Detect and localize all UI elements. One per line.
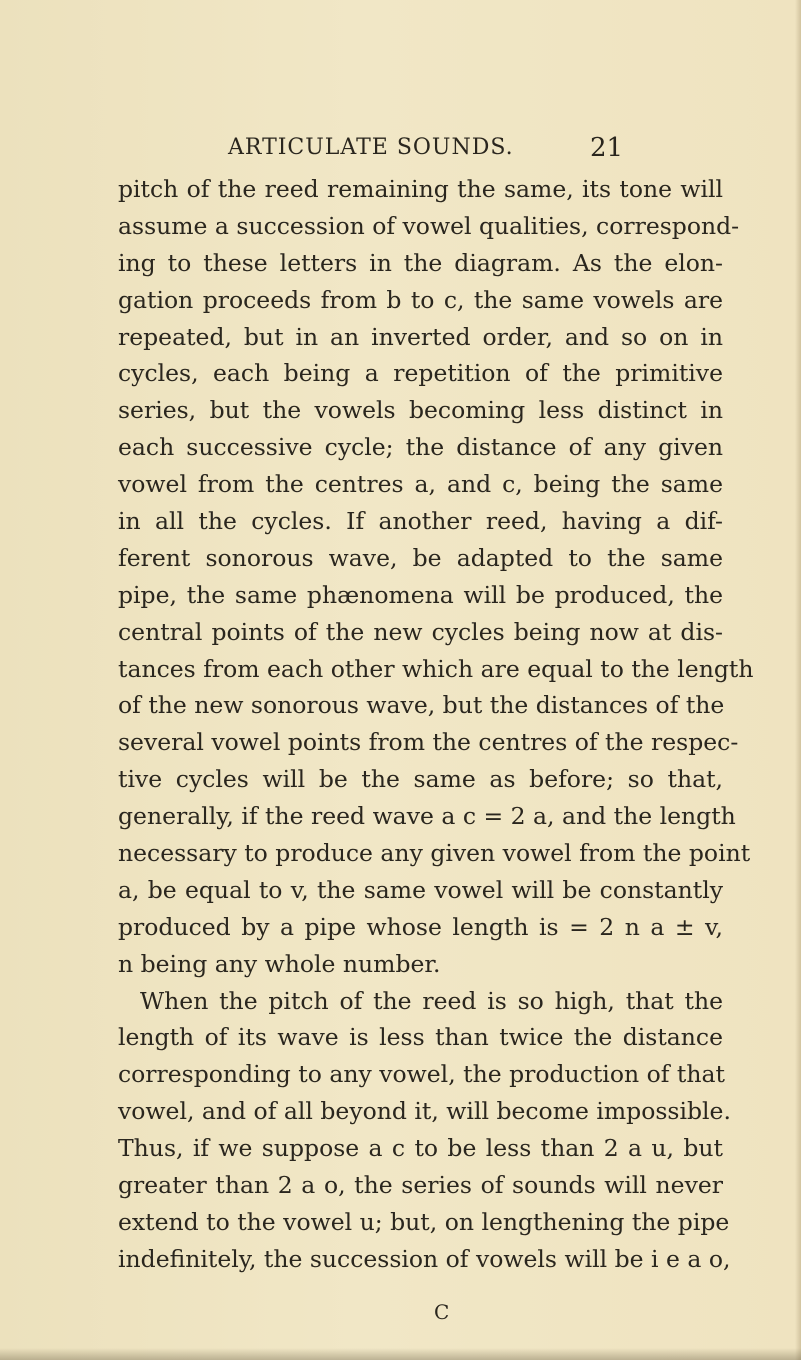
text-line: length of its wave is less than twice the distance — [118, 1023, 723, 1052]
text-line: pipe, the same phænomena will be produced, the — [118, 580, 723, 609]
text-line: greater than 2 a o, the series of sounds will never — [118, 1171, 723, 1200]
text-line: pitch of the reed remaining the same, its tone will — [118, 175, 723, 203]
text-line: of the new sonorous wave, but the distances of the — [118, 691, 725, 720]
text-line: several vowel points from the centres of the respec- — [118, 728, 739, 757]
text-line: extend to the vowel u; but, on lengthening the pipe — [118, 1207, 730, 1236]
text-line: generally, if the reed wave a c = 2 a, and the length — [118, 802, 736, 831]
text-line: assume a succession of vowel qualities, correspond- — [118, 211, 740, 240]
body-text — [118, 171, 754, 1278]
text-line: vowel from the centres a, and c, being the same — [118, 470, 723, 499]
text-line: ferent sonorous wave, be adapted to the same — [118, 543, 723, 572]
text-line: tive cycles will be the same as before; so that, — [118, 765, 723, 794]
text-line: in all the cycles. If another reed, having a dif- — [118, 507, 723, 536]
text-line: necessary to produce any given vowel from the point — [118, 839, 751, 868]
text-line: cycles, each being a repetition of the primitive — [118, 359, 723, 388]
text-line: a, be equal to v, the same vowel will be constantly — [118, 875, 723, 904]
text-line: produced by a pipe whose length is = 2 n a ± v, — [118, 912, 723, 941]
text-line: tances from each other which are equal to the length — [118, 654, 754, 683]
page-bottom-shadow — [0, 1348, 801, 1360]
text-line: repeated, but in an inverted order, and so on in — [118, 322, 723, 351]
running-head-title: ARTICULATE SOUNDS. — [228, 135, 514, 160]
page-number: 21 — [590, 133, 624, 163]
running-head — [0, 132, 801, 164]
text-line-paragraph-start: When the pitch of the reed is so high, that the — [140, 986, 723, 1015]
text-line: gation proceeds from b to c, the same vowels are — [118, 285, 723, 314]
text-line: series, but the vowels becoming less distinct in — [118, 396, 723, 425]
text-line: vowel, and of all beyond it, will become impossible. — [118, 1097, 731, 1126]
signature-mark: C — [434, 1300, 450, 1324]
text-line-paragraph-end: n being any whole number. — [118, 949, 441, 978]
page-edge-shadow — [795, 0, 801, 1360]
text-line: Thus, if we suppose a c to be less than 2 a u, but — [118, 1134, 723, 1163]
text-line: corresponding to any vowel, the production of that — [118, 1060, 725, 1089]
text-line: central points of the new cycles being now at dis- — [118, 617, 723, 646]
text-line: indefinitely, the succession of vowels will be i e a o, — [118, 1244, 731, 1273]
text-line: ing to these letters in the diagram. As the elon- — [118, 248, 723, 277]
text-line: each successive cycle; the distance of any given — [118, 433, 723, 462]
